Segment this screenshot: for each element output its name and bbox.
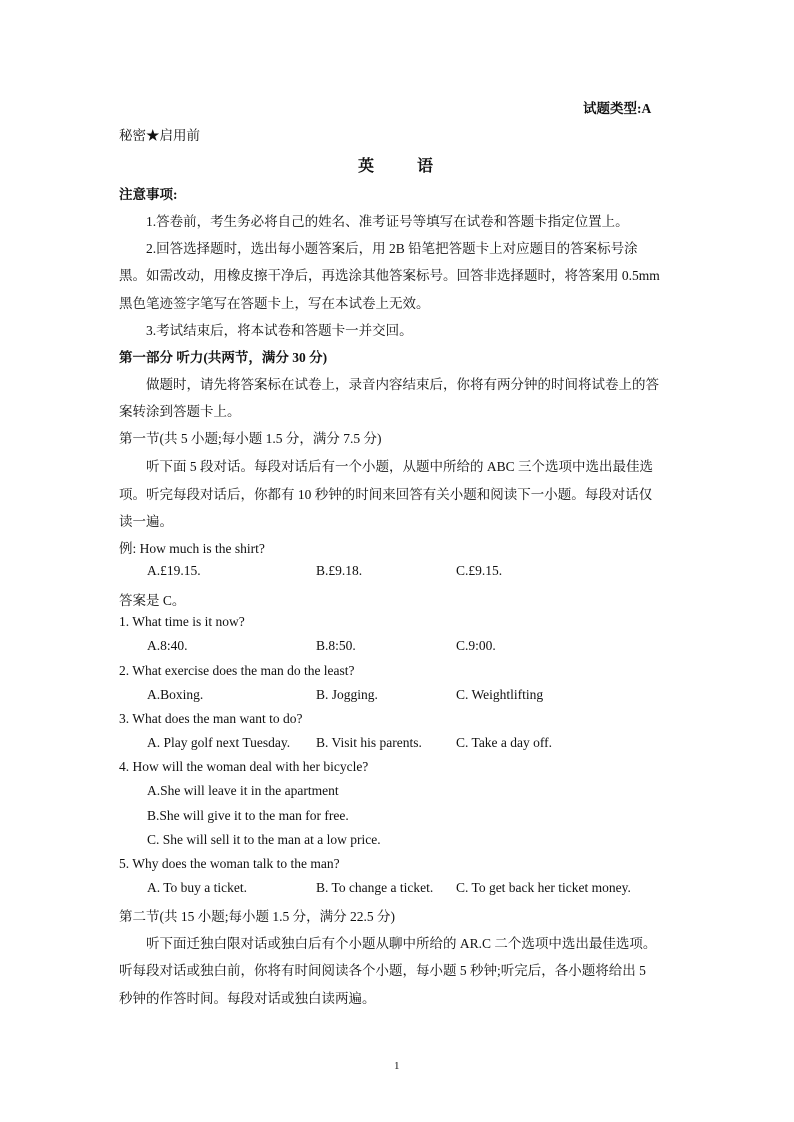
part1-intro-line-2: 案转涂到答题卡上。 xyxy=(119,404,241,419)
section1-intro-line-2: 项。听完每段对话后，你都有 10 秒钟的时间来回答有关小题和阅读下一小题。每段对话仅 xyxy=(119,487,653,502)
question-2: 2. What exercise does the man do the least? xyxy=(119,663,355,678)
section1-heading: 第一节(共 5 小题;每小题 1.5 分，满分 7.5 分) xyxy=(119,431,382,446)
section1-intro-line-1: 听下面 5 段对话。每段对话后有一个小题，从题中所给的 ABC 三个选项中选出最佳选 xyxy=(146,459,654,474)
question-3-option-a: A. Play golf next Tuesday. xyxy=(147,735,291,750)
notice-item-2-line-3: 黑色笔迹签字笔写在答题卡上，写在本试卷上无效。 xyxy=(119,296,430,311)
question-1-option-c: C.9:00. xyxy=(456,638,496,653)
question-3-option-c: C. Take a day off. xyxy=(456,735,553,750)
notice-item-3: 3.考试结束后，将本试卷和答题卡一并交回。 xyxy=(146,323,413,338)
question-3: 3. What does the man want to do? xyxy=(119,711,303,726)
question-4-option-a: A.She will leave it in the apartment xyxy=(147,783,339,798)
section2-intro-line-1: 听下面迁独白限对话或独白后有个小题从聊中所给的 AR.C 二个选项中选出最佳选项。 xyxy=(146,936,657,951)
notice-item-2-line-2: 黑。如需改动，用橡皮擦干净后，再选涂其他答案标号。回答非选择题时，将答案用 0.5mm xyxy=(119,268,660,283)
question-4: 4. How will the woman deal with her bicycle? xyxy=(119,759,369,774)
section2-intro-line-2: 听每段对话或独白前，你将有时间阅读各个小题，每小题 5 秒钟;听完后，各小题将给出 5 xyxy=(119,963,646,978)
example-question: 例: How much is the shirt? xyxy=(119,541,265,556)
example-option-b: B.£9.18. xyxy=(316,563,363,578)
page-title-left: 英 xyxy=(358,158,375,175)
notice-item-1: 1.答卷前，考生务必将自己的姓名、准考证号等填写在试卷和答题卡指定位置上。 xyxy=(146,214,629,229)
notice-heading: 注意事项: xyxy=(119,187,178,202)
question-5-option-a: A. To buy a ticket. xyxy=(147,880,248,895)
question-3-option-b: B. Visit his parents. xyxy=(316,735,422,750)
question-2-option-b: B. Jogging. xyxy=(316,687,378,702)
question-1-option-b: B.8:50. xyxy=(316,638,356,653)
example-option-c: C.£9.15. xyxy=(456,563,503,578)
question-2-option-c: C. Weightlifting xyxy=(456,687,544,702)
page-number: 1 xyxy=(394,1060,400,1072)
question-4-option-c: C. She will sell it to the man at a low price. xyxy=(147,832,381,847)
part1-intro-line-1: 做题时，请先将答案标在试卷上，录音内容结束后，你将有两分钟的时间将试卷上的答 xyxy=(146,377,659,392)
question-4-option-b: B.She will give it to the man for free. xyxy=(147,808,349,823)
part1-heading: 第一部分 听力(共两节，满分 30 分) xyxy=(119,350,328,365)
question-5: 5. Why does the woman talk to the man? xyxy=(119,856,340,871)
question-5-option-c: C. To get back her ticket money. xyxy=(456,880,631,895)
section2-heading: 第二节(共 15 小题;每小题 1.5 分，满分 22.5 分) xyxy=(119,909,395,924)
page-title-right: 语 xyxy=(417,158,434,175)
question-2-option-a: A.Boxing. xyxy=(147,687,204,702)
question-1-option-a: A.8:40. xyxy=(147,638,188,653)
section1-intro-line-3: 读一遍。 xyxy=(119,514,173,529)
notice-item-2-line-1: 2.回答选择题时，选出每小题答案后，用 2B 铅笔把答题卡上对应题目的答案标号涂 xyxy=(146,241,638,256)
section2-intro-line-3: 秒钟的作答时间。每段对话或独白读两遍。 xyxy=(119,991,376,1006)
confidential-label: 秘密★启用前 xyxy=(119,128,200,143)
question-5-option-b: B. To change a ticket. xyxy=(316,880,434,895)
example-option-a: A.£19.15. xyxy=(147,563,201,578)
question-1: 1. What time is it now? xyxy=(119,614,245,629)
example-answer: 答案是 C。 xyxy=(119,593,186,608)
exam-type-label: 试题类型:A xyxy=(583,101,652,116)
